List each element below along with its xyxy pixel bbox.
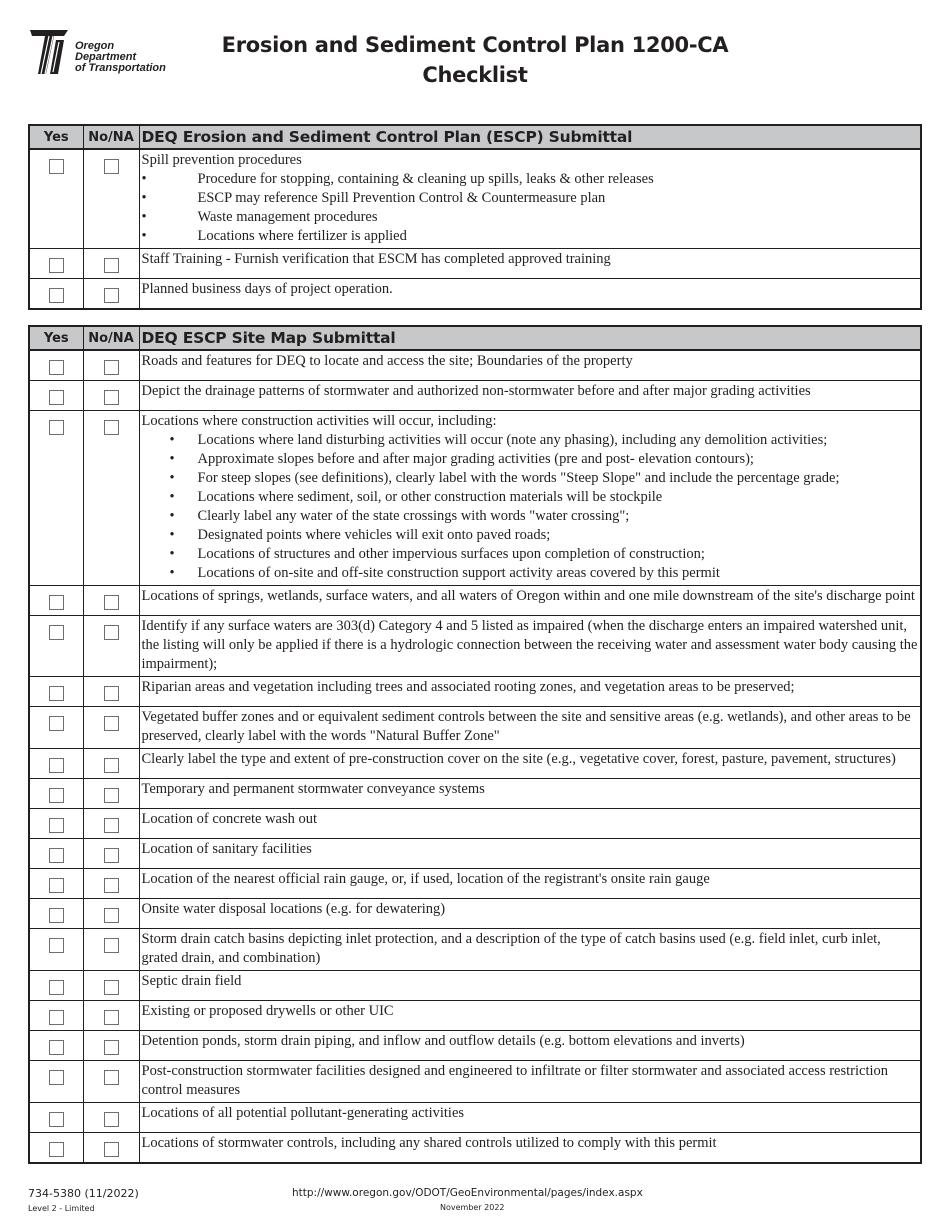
checkbox-cell-yes [29, 749, 83, 779]
item-cell [139, 381, 921, 411]
checkbox-cell-yes [29, 899, 83, 929]
bullet-item: • Waste management procedures [142, 208, 919, 227]
item-text: Septic drain field [141, 973, 242, 989]
item-cell [139, 1103, 921, 1133]
no-na-checkbox[interactable] [104, 258, 119, 273]
checkbox-cell-no [83, 1001, 139, 1031]
yes-checkbox[interactable] [49, 908, 64, 923]
item-text: Locations of all potential pollutant-generating activities [141, 1105, 465, 1121]
checklist-row [29, 677, 921, 707]
yes-checkbox[interactable] [49, 1010, 64, 1025]
item-cell [139, 869, 921, 899]
item-cell [139, 350, 921, 381]
item-text: Spill prevention procedures [141, 152, 302, 168]
checklist-row [29, 381, 921, 411]
checkbox-cell-no [83, 279, 139, 310]
checklist-row [29, 616, 921, 677]
checkbox-cell-yes [29, 809, 83, 839]
item-text: Planned business days of project operation. [141, 281, 393, 297]
checkbox-cell-no [83, 616, 139, 677]
item-text: Location of the nearest official rain gauge, or, if used, location of the registrant's onsite rain gauge [141, 871, 710, 887]
no-na-checkbox[interactable] [104, 848, 119, 863]
checklist-row [29, 1031, 921, 1061]
no-na-checkbox[interactable] [104, 818, 119, 833]
agency-line-2: Department [75, 51, 137, 63]
checkbox-cell-yes [29, 929, 83, 971]
access-level: Level 2 - Limited [28, 1204, 95, 1213]
checklist-row [29, 839, 921, 869]
checkbox-cell-yes [29, 149, 83, 249]
checkbox-cell-no [83, 249, 139, 279]
checklist-row [29, 350, 921, 381]
yes-checkbox[interactable] [49, 360, 64, 375]
yes-checkbox[interactable] [49, 878, 64, 893]
item-text: Location of sanitary facilities [141, 841, 312, 857]
yes-checkbox[interactable] [49, 288, 64, 303]
checkbox-cell-yes [29, 839, 83, 869]
bullet-item: • Clearly label any water of the state crossings with words "water crossing"; [142, 507, 919, 526]
yes-checkbox[interactable] [49, 595, 64, 610]
item-cell [139, 839, 921, 869]
checklist-row [29, 971, 921, 1001]
no-na-checkbox[interactable] [104, 625, 119, 640]
yes-checkbox[interactable] [49, 686, 64, 701]
item-text: Identify if any surface waters are 303(d) Category 4 and 5 listed as impaired (when the discharge enters an impaired watershed unit, the listing will only be applied if there is a hydrologic connection between the receiving water and assessment water body causing the impairment); [141, 618, 918, 672]
page-title [190, 30, 760, 90]
checklist-row [29, 707, 921, 749]
checkbox-cell-no [83, 1103, 139, 1133]
no-na-checkbox[interactable] [104, 908, 119, 923]
checkbox-cell-no [83, 381, 139, 411]
checkbox-cell-yes [29, 971, 83, 1001]
no-na-checkbox[interactable] [104, 788, 119, 803]
bullet-list [142, 170, 919, 246]
odot-logo [28, 26, 198, 78]
checkbox-cell-yes [29, 1103, 83, 1133]
item-cell [139, 809, 921, 839]
checkbox-cell-no [83, 929, 139, 971]
item-cell [139, 411, 921, 586]
checkbox-cell-yes [29, 586, 83, 616]
item-cell [139, 899, 921, 929]
no-na-checkbox[interactable] [104, 716, 119, 731]
table-header-row [29, 125, 921, 149]
checkbox-cell-no [83, 707, 139, 749]
section-heading: DEQ Erosion and Sediment Control Plan (ESCP) Submittal [139, 125, 921, 149]
bullet-item: • Approximate slopes before and after major grading activities (pre and post- elevation contours); [142, 450, 919, 469]
checkbox-cell-no [83, 779, 139, 809]
checkbox-cell-no [83, 809, 139, 839]
bullet-item: • For steep slopes (see definitions), clearly label with the words "Steep Slope" and include the percentage grade; [142, 469, 919, 488]
checklist-row [29, 749, 921, 779]
checkbox-cell-yes [29, 677, 83, 707]
item-text: Post-construction stormwater facilities designed and engineered to infiltrate or filter stormwater and associated access restriction control measures [141, 1063, 888, 1098]
checkbox-cell-yes [29, 249, 83, 279]
no-na-checkbox[interactable] [104, 1040, 119, 1055]
item-cell [139, 1061, 921, 1103]
title-line-1: Erosion and Sediment Control Plan 1200-CA [221, 33, 729, 57]
item-cell [139, 149, 921, 249]
yes-checkbox[interactable] [49, 818, 64, 833]
form-number: 734-5380 (11/2022) [28, 1187, 139, 1200]
no-na-checkbox[interactable] [104, 938, 119, 953]
site-map-rows [29, 350, 921, 1163]
checkbox-cell-yes [29, 279, 83, 310]
checkbox-cell-yes [29, 1133, 83, 1164]
item-text: Storm drain catch basins depicting inlet protection, and a description of the type of catch basins used (e.g. field inlet, curb inlet, grated drain, and combination) [141, 931, 881, 966]
checklist-row [29, 411, 921, 586]
col-yes-header: Yes [29, 125, 83, 149]
checklist-row [29, 809, 921, 839]
checkbox-cell-no [83, 1133, 139, 1164]
checklist-row [29, 869, 921, 899]
title-line-2: Checklist [422, 63, 528, 87]
item-text: Roads and features for DEQ to locate and access the site; Boundaries of the property [141, 353, 633, 369]
checklist-row [29, 586, 921, 616]
yes-checkbox[interactable] [49, 1142, 64, 1157]
bullet-item: • Locations where land disturbing activities will occur (note any phasing), including any demolition activities; [142, 431, 919, 450]
no-na-checkbox[interactable] [104, 980, 119, 995]
item-text: Location of concrete wash out [141, 811, 318, 827]
item-cell [139, 279, 921, 310]
no-na-checkbox[interactable] [104, 878, 119, 893]
checklist-row [29, 1001, 921, 1031]
yes-checkbox[interactable] [49, 258, 64, 273]
item-text: Vegetated buffer zones and or equivalent sediment controls between the site and sensitive areas (e.g. wetlands), and other areas to be preserved, clearly label with the words "Natural Buffer Zone" [141, 709, 911, 744]
yes-checkbox[interactable] [49, 716, 64, 731]
yes-checkbox[interactable] [49, 1040, 64, 1055]
checkbox-cell-yes [29, 411, 83, 586]
no-na-checkbox[interactable] [104, 360, 119, 375]
item-text: Locations of stormwater controls, including any shared controls utilized to comply with this permit [141, 1135, 717, 1151]
site-map-table [28, 325, 922, 1164]
checkbox-cell-no [83, 1031, 139, 1061]
checkbox-cell-yes [29, 869, 83, 899]
checkbox-cell-yes [29, 350, 83, 381]
no-na-checkbox[interactable] [104, 420, 119, 435]
checkbox-cell-yes [29, 1061, 83, 1103]
checklist-row [29, 1061, 921, 1103]
item-text: Riparian areas and vegetation including trees and associated rooting zones, and vegetation areas to be preserved; [141, 679, 795, 695]
item-text: Locations of springs, wetlands, surface waters, and all waters of Oregon within and one mile downstream of the site's discharge point [141, 588, 915, 604]
yes-checkbox[interactable] [49, 980, 64, 995]
item-text: Onsite water disposal locations (e.g. for dewatering) [141, 901, 446, 917]
bullet-item: • Locations of structures and other impervious surfaces upon completion of construction; [142, 545, 919, 564]
checklist-row [29, 1133, 921, 1164]
checkbox-cell-no [83, 899, 139, 929]
checkbox-cell-no [83, 749, 139, 779]
no-na-checkbox[interactable] [104, 159, 119, 174]
table-header-row [29, 326, 921, 350]
yes-checkbox[interactable] [49, 420, 64, 435]
item-cell [139, 971, 921, 1001]
item-text: Clearly label the type and extent of pre-construction cover on the site (e.g., vegetative cover, forest, pasture, pavement, structures) [141, 751, 896, 767]
checklist-row [29, 779, 921, 809]
checklist-row [29, 929, 921, 971]
checkbox-cell-no [83, 586, 139, 616]
agency-line-3: of Transportation [75, 62, 166, 74]
footer-url[interactable]: http://www.oregon.gov/ODOT/GeoEnvironmental/pages/index.aspx [292, 1187, 643, 1199]
item-cell [139, 586, 921, 616]
bullet-list [142, 431, 919, 583]
item-text: Existing or proposed drywells or other UIC [141, 1003, 394, 1019]
yes-checkbox[interactable] [49, 1112, 64, 1127]
checklist-row [29, 1103, 921, 1133]
yes-checkbox[interactable] [49, 625, 64, 640]
odot-logo-mark [28, 26, 76, 78]
yes-checkbox[interactable] [49, 788, 64, 803]
bullet-item: • Procedure for stopping, containing & cleaning up spills, leaks & other releases [142, 170, 919, 189]
item-cell [139, 779, 921, 809]
checkbox-cell-yes [29, 1001, 83, 1031]
item-text: Detention ponds, storm drain piping, and inflow and outflow details (e.g. bottom elevations and inverts) [141, 1033, 745, 1049]
item-cell [139, 1031, 921, 1061]
yes-checkbox[interactable] [49, 159, 64, 174]
item-text: Staff Training - Furnish verification that ESCM has completed approved training [141, 251, 611, 267]
yes-checkbox[interactable] [49, 758, 64, 773]
no-na-checkbox[interactable] [104, 1142, 119, 1157]
checkbox-cell-yes [29, 381, 83, 411]
bullet-item: • Locations of on-site and off-site construction support activity areas covered by this permit [142, 564, 919, 583]
yes-checkbox[interactable] [49, 848, 64, 863]
item-cell [139, 616, 921, 677]
checklist-row [29, 279, 921, 310]
item-text: Depict the drainage patterns of stormwater and authorized non-stormwater before and after major grading activities [141, 383, 811, 399]
checkbox-cell-no [83, 149, 139, 249]
checkbox-cell-no [83, 1061, 139, 1103]
yes-checkbox[interactable] [49, 938, 64, 953]
item-cell [139, 707, 921, 749]
no-na-checkbox[interactable] [104, 1010, 119, 1025]
checkbox-cell-no [83, 869, 139, 899]
agency-line-1: Oregon [75, 40, 115, 52]
item-cell [139, 677, 921, 707]
checkbox-cell-yes [29, 616, 83, 677]
checklist-row [29, 899, 921, 929]
item-cell [139, 1133, 921, 1164]
no-na-checkbox[interactable] [104, 758, 119, 773]
col-no-header: No/NA [83, 125, 139, 149]
yes-checkbox[interactable] [49, 390, 64, 405]
bullet-item: • Locations where sediment, soil, or other construction materials will be stockpile [142, 488, 919, 507]
no-na-checkbox[interactable] [104, 595, 119, 610]
checkbox-cell-yes [29, 707, 83, 749]
checkbox-cell-no [83, 350, 139, 381]
escp-submittal-table [28, 124, 922, 310]
no-na-checkbox[interactable] [104, 1070, 119, 1085]
checkbox-cell-yes [29, 779, 83, 809]
checkbox-cell-yes [29, 1031, 83, 1061]
checkbox-cell-no [83, 971, 139, 1001]
checklist-row [29, 149, 921, 249]
yes-checkbox[interactable] [49, 1070, 64, 1085]
no-na-checkbox[interactable] [104, 686, 119, 701]
item-cell [139, 749, 921, 779]
section-heading: DEQ ESCP Site Map Submittal [139, 326, 921, 350]
item-cell [139, 929, 921, 971]
item-text: Temporary and permanent stormwater conveyance systems [141, 781, 485, 797]
footer-date: November 2022 [440, 1203, 505, 1212]
checkbox-cell-no [83, 411, 139, 586]
no-na-checkbox[interactable] [104, 288, 119, 303]
escp-rows [29, 149, 921, 309]
item-cell [139, 249, 921, 279]
checklist-row [29, 249, 921, 279]
item-cell [139, 1001, 921, 1031]
bullet-item: • Locations where fertilizer is applied [142, 227, 919, 246]
bullet-item: • ESCP may reference Spill Prevention Control & Countermeasure plan [142, 189, 919, 208]
agency-name [75, 41, 166, 74]
bullet-item: • Designated points where vehicles will exit onto paved roads; [142, 526, 919, 545]
no-na-checkbox[interactable] [104, 390, 119, 405]
col-yes-header: Yes [29, 326, 83, 350]
checkbox-cell-no [83, 839, 139, 869]
checkbox-cell-no [83, 677, 139, 707]
no-na-checkbox[interactable] [104, 1112, 119, 1127]
item-text: Locations where construction activities will occur, including: [141, 413, 497, 429]
col-no-header: No/NA [83, 326, 139, 350]
